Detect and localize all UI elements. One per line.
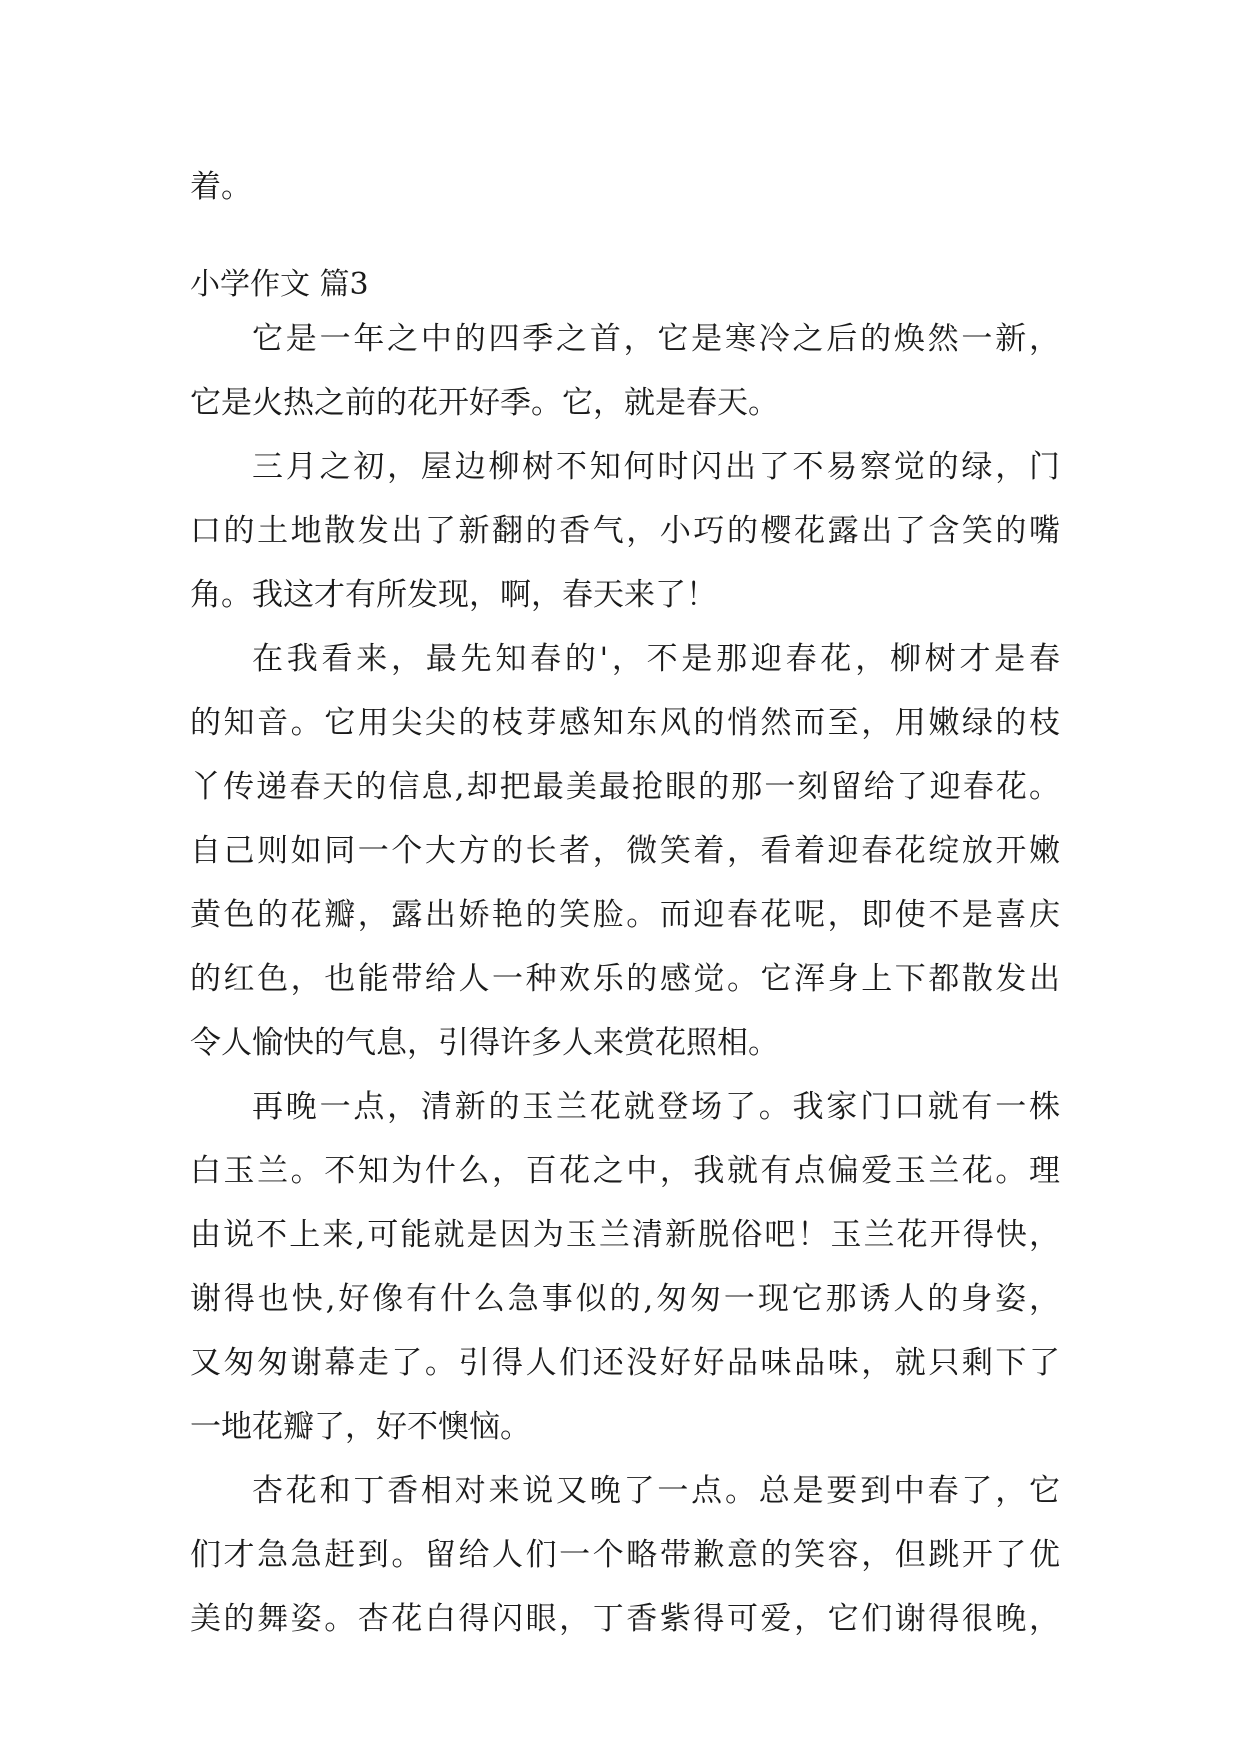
text-line: 自己则如同一个大方的长者，微笑着，看着迎春花绽放开嫩	[190, 833, 1060, 869]
text-line: 谢得也快,好像有什么急事似的,匆匆一现它那诱人的身姿，	[190, 1281, 1060, 1317]
text-line: 又匆匆谢幕走了。引得人们还没好好品味品味，就只剩下了	[190, 1345, 1060, 1381]
text-line: 的红色，也能带给人一种欢乐的感觉。它浑身上下都散发出	[190, 961, 1060, 997]
paragraph-4	[190, 1075, 1060, 1459]
text-line: 美的舞姿。杏花白得闪眼，丁香紫得可爱，它们谢得很晚，	[190, 1601, 1060, 1637]
text-line: 再晚一点，清新的玉兰花就登场了。我家门口就有一株	[252, 1089, 1060, 1125]
text-line: 杏花和丁香相对来说又晚了一点。总是要到中春了，它	[252, 1473, 1060, 1509]
text-line: 它是火热之前的花开好季。它，就是春天。	[190, 385, 779, 421]
text-line: 一地花瓣了，好不懊恼。	[190, 1409, 531, 1445]
document-body	[190, 165, 1060, 1651]
text-line: 黄色的花瓣，露出娇艳的笑脸。而迎春花呢，即使不是喜庆	[190, 897, 1060, 933]
text-line: 角。我这才有所发现，啊，春天来了！	[190, 577, 717, 613]
section-heading: 小学作文 篇3	[190, 267, 369, 302]
paragraph-3	[190, 627, 1060, 1075]
paragraph-1	[190, 307, 1060, 435]
lead-text: 着。	[190, 169, 252, 205]
text-line: 三月之初，屋边柳树不知何时闪出了不易察觉的绿，门	[252, 449, 1060, 485]
text-line: 它是一年之中的四季之首，它是寒冷之后的焕然一新，	[252, 321, 1060, 357]
text-line: 丫传递春天的信息,却把最美最抢眼的那一刻留给了迎春花。	[190, 769, 1060, 805]
text-line: 的知音。它用尖尖的枝芽感知东风的悄然而至，用嫩绿的枝	[190, 705, 1060, 741]
text-line: 令人愉快的气息，引得许多人来赏花照相。	[190, 1025, 779, 1061]
paragraph-5	[190, 1459, 1060, 1651]
text-line: 口的土地散发出了新翻的香气，小巧的樱花露出了含笑的嘴	[190, 513, 1060, 549]
text-line: 白玉兰。不知为什么，百花之中，我就有点偏爱玉兰花。理	[190, 1153, 1060, 1189]
text-line: 在我看来，最先知春的'，不是那迎春花，柳树才是春	[252, 641, 1060, 677]
text-line: 们才急急赶到。留给人们一个略带歉意的笑容，但跳开了优	[190, 1537, 1060, 1573]
text-line: 由说不上来,可能就是因为玉兰清新脱俗吧！玉兰花开得快，	[190, 1217, 1060, 1253]
paragraph-2	[190, 435, 1060, 627]
